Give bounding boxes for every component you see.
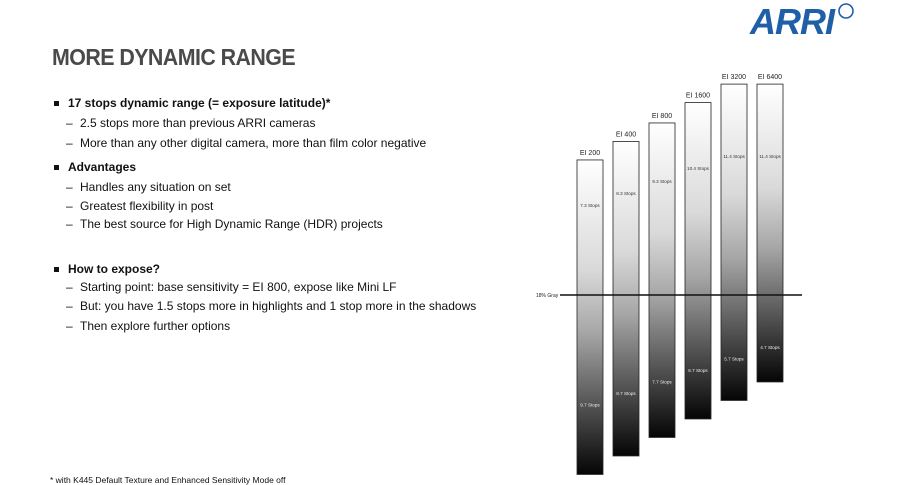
ei-label: EI 6400 [757, 74, 783, 82]
bullet-sub: – Handles any situation on set [66, 180, 231, 194]
ei-label: EI 1600 [685, 92, 711, 100]
ei-label: EI 200 [579, 149, 601, 157]
bullet-main: 17 stops dynamic range (= exposure latitude)* [52, 96, 330, 110]
bullet-sub: – Then explore further options [66, 319, 231, 333]
arri-logo [748, 2, 858, 38]
bullet-sub: – 2.5 stops more than previous ARRI cameras [66, 116, 316, 130]
stops-above-label: 7.3 Stops [580, 203, 600, 209]
stops-below-label: 7.7 Stops [652, 379, 672, 385]
stops-above-label: 11.4 Stops [723, 153, 745, 159]
ei-label: EI 400 [615, 131, 637, 139]
stops-below-label: 9.7 Stops [580, 402, 600, 408]
bullet-main: Advantages [52, 160, 136, 174]
stops-above-label: 8.3 Stops [616, 191, 636, 197]
bullet-main: How to expose? [52, 262, 160, 276]
dynamic-range-chart [530, 70, 810, 475]
stops-above-label: 9.3 Stops [652, 179, 672, 185]
bullet-sub: – Starting point: base sensitivity = EI 800, expose like Mini LF [66, 280, 397, 294]
range-bar [721, 84, 747, 400]
slide-title: MORE DYNAMIC RANGE [52, 44, 296, 70]
bullet-sub: – Greatest flexibility in post [66, 199, 214, 213]
stops-above-label: 10.4 Stops [687, 165, 709, 171]
arri-logo-seal [839, 4, 853, 18]
bullet-sub: – More than any other digital camera, more than film color negative [66, 136, 427, 150]
footnote: * with K445 Default Texture and Enhanced Sensitivity Mode off [50, 475, 286, 485]
range-bar [757, 84, 783, 382]
ei-label: EI 800 [651, 112, 673, 120]
stops-above-label: 11.4 Stops [759, 153, 781, 159]
ei-label: EI 3200 [721, 74, 747, 82]
range-bar [613, 141, 639, 456]
stops-below-label: 6.7 Stops [688, 367, 708, 373]
range-bar [649, 123, 675, 438]
bullet-sub: – The best source for High Dynamic Range (HDR) projects [66, 217, 383, 231]
gray-reference-label: 18% Gray [536, 293, 559, 299]
stops-below-label: 8.7 Stops [616, 390, 636, 396]
stops-below-label: 5.7 Stops [724, 356, 744, 362]
arri-logo-text: ARRI [750, 2, 834, 38]
bullet-sub: – But: you have 1.5 stops more in highlights and 1 stop more in the shadows [66, 299, 477, 313]
stops-below-label: 4.7 Stops [760, 344, 780, 350]
